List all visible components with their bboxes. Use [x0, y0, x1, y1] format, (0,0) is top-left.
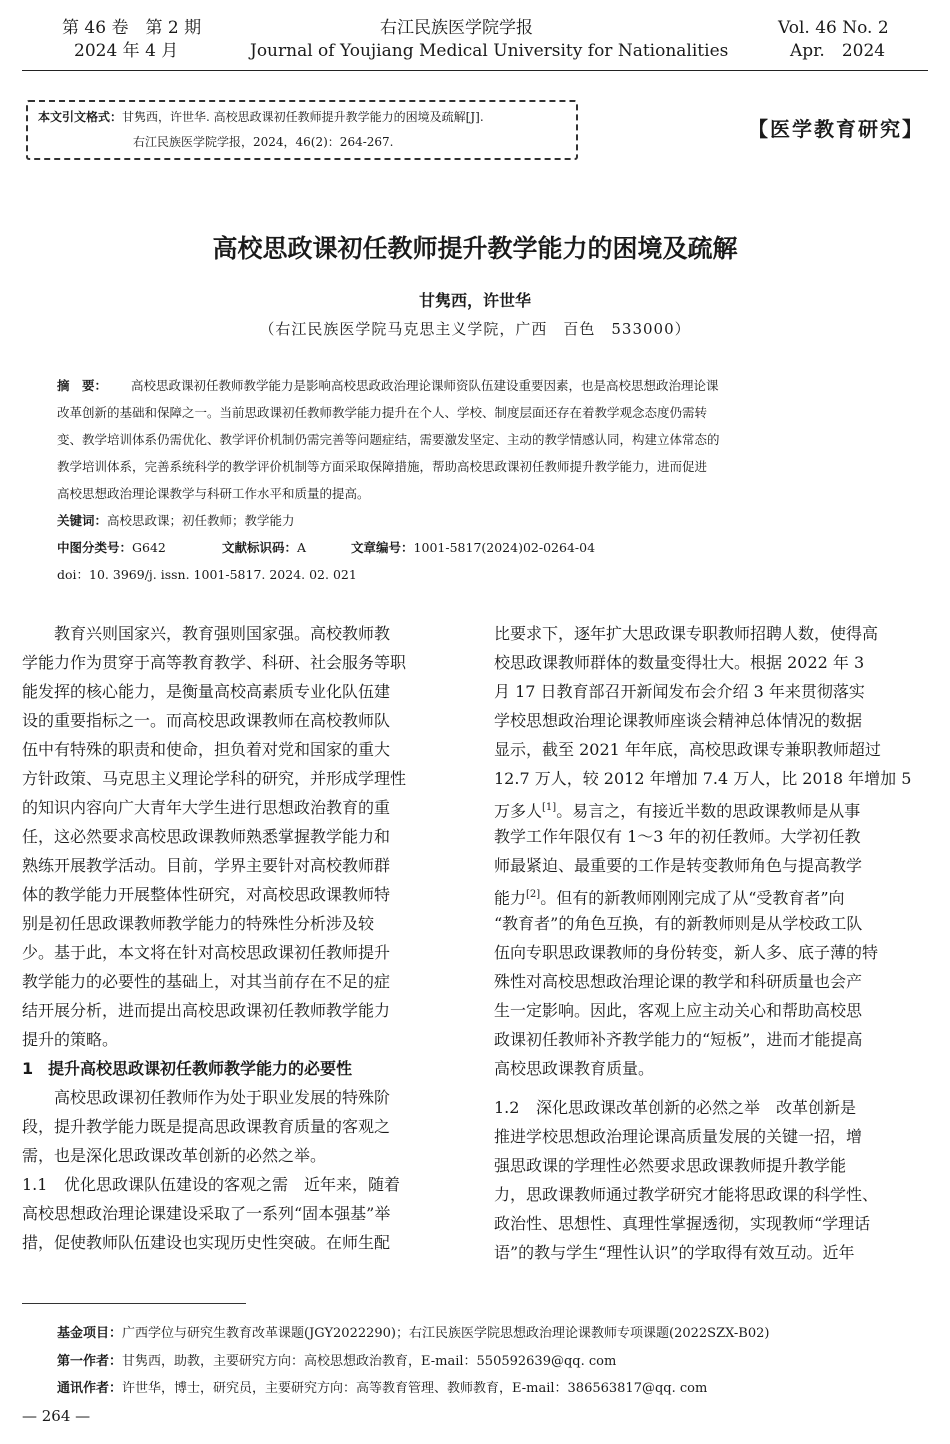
header-vol-issue-cn: 第 46 卷 第 2 期	[62, 18, 202, 38]
column-tag: 【医学教育研究】	[748, 117, 924, 141]
keywords-text: 高校思政课；初任教师；教学能力	[107, 513, 295, 528]
header-journal-cn: 右江民族医学院学报	[380, 18, 533, 38]
right-line-ref-2	[494, 883, 845, 910]
footnote-first-author	[57, 1353, 616, 1371]
left-line: 少。基于此，本文将在针对高校思政课初任教师提升	[22, 943, 391, 962]
abstract-line-3: 变、教学培训体系仍需优化、教学评价机制仍需完善等问题症结，需要激发坚定、主动的教学情感认同，构建立体常态的	[57, 432, 720, 447]
left-line: 教育兴则国家兴，教育强则国家强。高校教师教	[22, 624, 391, 643]
abstract-line-2: 改革创新的基础和保障之一。当前思政课初任教师教学能力提升在个人、学校、制度层面还存在着教学观念态度仍需转	[57, 405, 708, 420]
right-line: 校思政课教师群体的数量变得壮大。根据 2022 年 3	[494, 653, 865, 672]
citation-label: 本文引文格式：	[38, 110, 123, 124]
abstract-line-1	[57, 377, 719, 395]
paper-affiliation: （右江民族医学院马克思主义学院，广西 百色 533000）	[259, 320, 691, 338]
section-1-2-tail: 改革创新是	[760, 1098, 857, 1117]
right-line: 高校思政课教育质量。	[494, 1059, 655, 1078]
corresponding-label: 通讯作者：	[57, 1381, 123, 1396]
right-line: 力，思政课教师通过教学研究才能将思政课的科学性、	[494, 1185, 879, 1204]
header-date-cn: 2024 年 4 月	[74, 41, 179, 61]
classification	[57, 539, 595, 557]
ref-2-post: 。但有的新教师刚刚完成了从“受教育者”向	[540, 888, 845, 908]
ref-1-pre: 万多人	[494, 801, 543, 821]
first-author-text: 甘隽西，助教，主要研究方向：高校思想政治教育，E-mail：550592639@qq. com	[122, 1354, 617, 1369]
header-date-en: Apr. 2024	[790, 41, 886, 61]
paper-title: 高校思政课初任教师提升教学能力的困境及疏解	[212, 234, 738, 263]
section-1-title: 提升高校思政课初任教师教学能力的必要性	[48, 1059, 353, 1078]
right-line: “教育者”的角色互换，有的新教师则是从学校政工队	[494, 914, 863, 933]
right-line: 语”的教与学生“理性认识”的学取得有效互动。近年	[494, 1243, 855, 1262]
right-line: 师最紧迫、最重要的工作是转变教师角色与提高教学	[494, 856, 863, 875]
corresponding-text: 许世华，博士，研究员，主要研究方向：高等教育管理、教师教育，E-mail：386563817@qq. com	[122, 1381, 708, 1396]
doc-code-label: 文献标识码：	[222, 540, 298, 555]
citation-line-1	[38, 109, 484, 125]
clc-value: G642	[132, 540, 166, 555]
section-1-1-number: 1.1	[22, 1175, 48, 1194]
ref-2-pre: 能力	[494, 888, 527, 908]
right-line: 政治性、思想性、真理性掌握透彻，实现教师“学理话	[494, 1214, 871, 1233]
right-line-ref-1	[494, 796, 860, 823]
left-line: 高校思想政治理论课建设采取了一系列“固本强基”举	[22, 1204, 391, 1223]
abstract-line-4: 教学培训体系，完善系统科学的教学评价机制等方面采取保障措施，帮助高校思政课初任教师提升教学能力，进而促进	[57, 459, 708, 474]
footnote-rule	[22, 1303, 246, 1304]
left-line: 熟练开展教学活动。目前，学界主要针对高校教师群	[22, 856, 391, 875]
left-line: 需，也是深化思政课改革创新的必然之举。	[22, 1146, 327, 1165]
left-line: 别是初任思政课教师教学能力的特殊性分析涉及较	[22, 914, 375, 933]
citation-ref-1[interactable]: [1]	[542, 802, 557, 813]
abstract-text: 高校思政课初任教师教学能力是影响高校思政政治理论课师资队伍建设重要因素，也是高校思想政治理论课	[131, 378, 719, 393]
left-line: 提升的策略。	[22, 1030, 119, 1049]
header-journal-en: Journal of Youjiang Medical University for Nationalities	[250, 41, 729, 61]
citation-ref-2[interactable]: [2]	[526, 889, 541, 900]
clc-label: 中图分类号：	[57, 540, 133, 555]
right-line: 12.7 万人，较 2012 年增加 7.4 万人，比 2018 年增加 5	[494, 769, 912, 788]
right-line: 比要求下，逐年扩大思政课专职教师招聘人数，使得高	[494, 624, 879, 643]
right-line: 显示，截至 2021 年年底，高校思政课专兼职教师超过	[494, 740, 881, 759]
citation-line-2: 右江民族医学院学报，2024，46(2)：264-267.	[133, 135, 394, 149]
right-line: 强思政课的学理性必然要求思政课教师提升教学能	[494, 1156, 847, 1175]
section-1-2-number: 1.2	[494, 1098, 520, 1117]
paper-authors: 甘隽西，许世华	[418, 291, 531, 310]
section-1-2-heading	[494, 1096, 856, 1120]
article-number-value: 1001-5817(2024)02-0264-04	[413, 540, 596, 555]
right-line: 政课初任教师补齐教学能力的“短板”，进而才能提高	[494, 1030, 863, 1049]
section-1-1-title: 优化思政课队伍建设的客观之需	[64, 1175, 289, 1194]
right-line: 教学工作年限仅有 1～3 年的初任教师。大学初任教	[494, 827, 861, 846]
page-number: — 264 —	[22, 1407, 91, 1425]
first-author-label: 第一作者：	[57, 1354, 123, 1369]
header-rule	[22, 70, 928, 71]
left-line: 段，提升教学能力既是提高思政课教育质量的客观之	[22, 1117, 391, 1136]
right-line: 生一定影响。因此，客观上应主动关心和帮助高校思	[494, 1001, 863, 1020]
section-1-1-heading	[22, 1173, 400, 1197]
left-line: 任，这必然要求高校思政课教师熟悉掌握教学能力和	[22, 827, 391, 846]
left-line: 教学能力的必要性的基础上，对其当前存在不足的症	[22, 972, 391, 991]
header-vol-issue-en: Vol. 46 No. 2	[778, 18, 889, 38]
fund-label: 基金项目：	[57, 1326, 123, 1341]
ref-1-post: 。易言之，有接近半数的思政课教师是从事	[556, 801, 861, 821]
section-1-number: 1	[22, 1059, 34, 1078]
right-line: 推进学校思想政治理论课高质量发展的关键一招，增	[494, 1127, 863, 1146]
fund-text: 广西学位与研究生教育改革课题(JGY2022290)；右江民族医学院思想政治理论课教师专项课题(2022SZX-B02)	[122, 1326, 770, 1341]
left-line: 学能力作为贯穿于高等教育教学、科研、社会服务等职	[22, 653, 407, 672]
abstract-line-5: 高校思想政治理论课教学与科研工作水平和质量的提高。	[57, 486, 370, 501]
left-line: 体的教学能力开展整体性研究，对高校思政课教师特	[22, 885, 391, 904]
footnote-corresponding-author	[57, 1380, 707, 1398]
keywords	[57, 512, 295, 530]
left-line: 结开展分析，进而提出高校思政课初任教师教学能力	[22, 1001, 391, 1020]
abstract-label: 摘 要：	[57, 378, 108, 393]
doi: doi：10. 3969/j. issn. 1001-5817. 2024. 02. 021	[57, 567, 357, 582]
citation-text-1: 甘隽西，许世华. 高校思政课初任教师提升教学能力的困境及疏解[J].	[122, 110, 484, 124]
keywords-label: 关键词：	[57, 513, 108, 528]
section-1-1-tail: 近年来，随着	[288, 1175, 401, 1194]
right-line: 殊性对高校思想政治理论课的教学和科研质量也会产	[494, 972, 863, 991]
footnote-fund	[57, 1325, 769, 1343]
left-line: 方针政策、马克思主义理论学科的研究，并形成学理性	[22, 769, 407, 788]
left-line: 设的重要指标之一。而高校思政课教师在高校教师队	[22, 711, 391, 730]
article-number-label: 文章编号：	[351, 540, 414, 555]
left-line: 能发挥的核心能力，是衡量高校高素质专业化队伍建	[22, 682, 391, 701]
left-line: 伍中有特殊的职责和使命，担负着对党和国家的重大	[22, 740, 391, 759]
right-line: 伍向专职思政课教师的身份转变，新人多、底子薄的特	[494, 943, 879, 962]
doc-code-value: A	[297, 540, 307, 555]
left-line: 措，促使教师队伍建设也实现历史性突破。在师生配	[22, 1233, 391, 1252]
left-line: 的知识内容向广大青年大学生进行思想政治教育的重	[22, 798, 391, 817]
left-line: 高校思政课初任教师作为处于职业发展的特殊阶	[22, 1088, 391, 1107]
section-1-heading	[22, 1057, 352, 1081]
right-line: 学校思想政治理论课教师座谈会精神总体情况的数据	[494, 711, 863, 730]
section-1-2-title: 深化思政课改革创新的必然之举	[536, 1098, 761, 1117]
right-line: 月 17 日教育部召开新闻发布会介绍 3 年来贯彻落实	[494, 682, 865, 701]
